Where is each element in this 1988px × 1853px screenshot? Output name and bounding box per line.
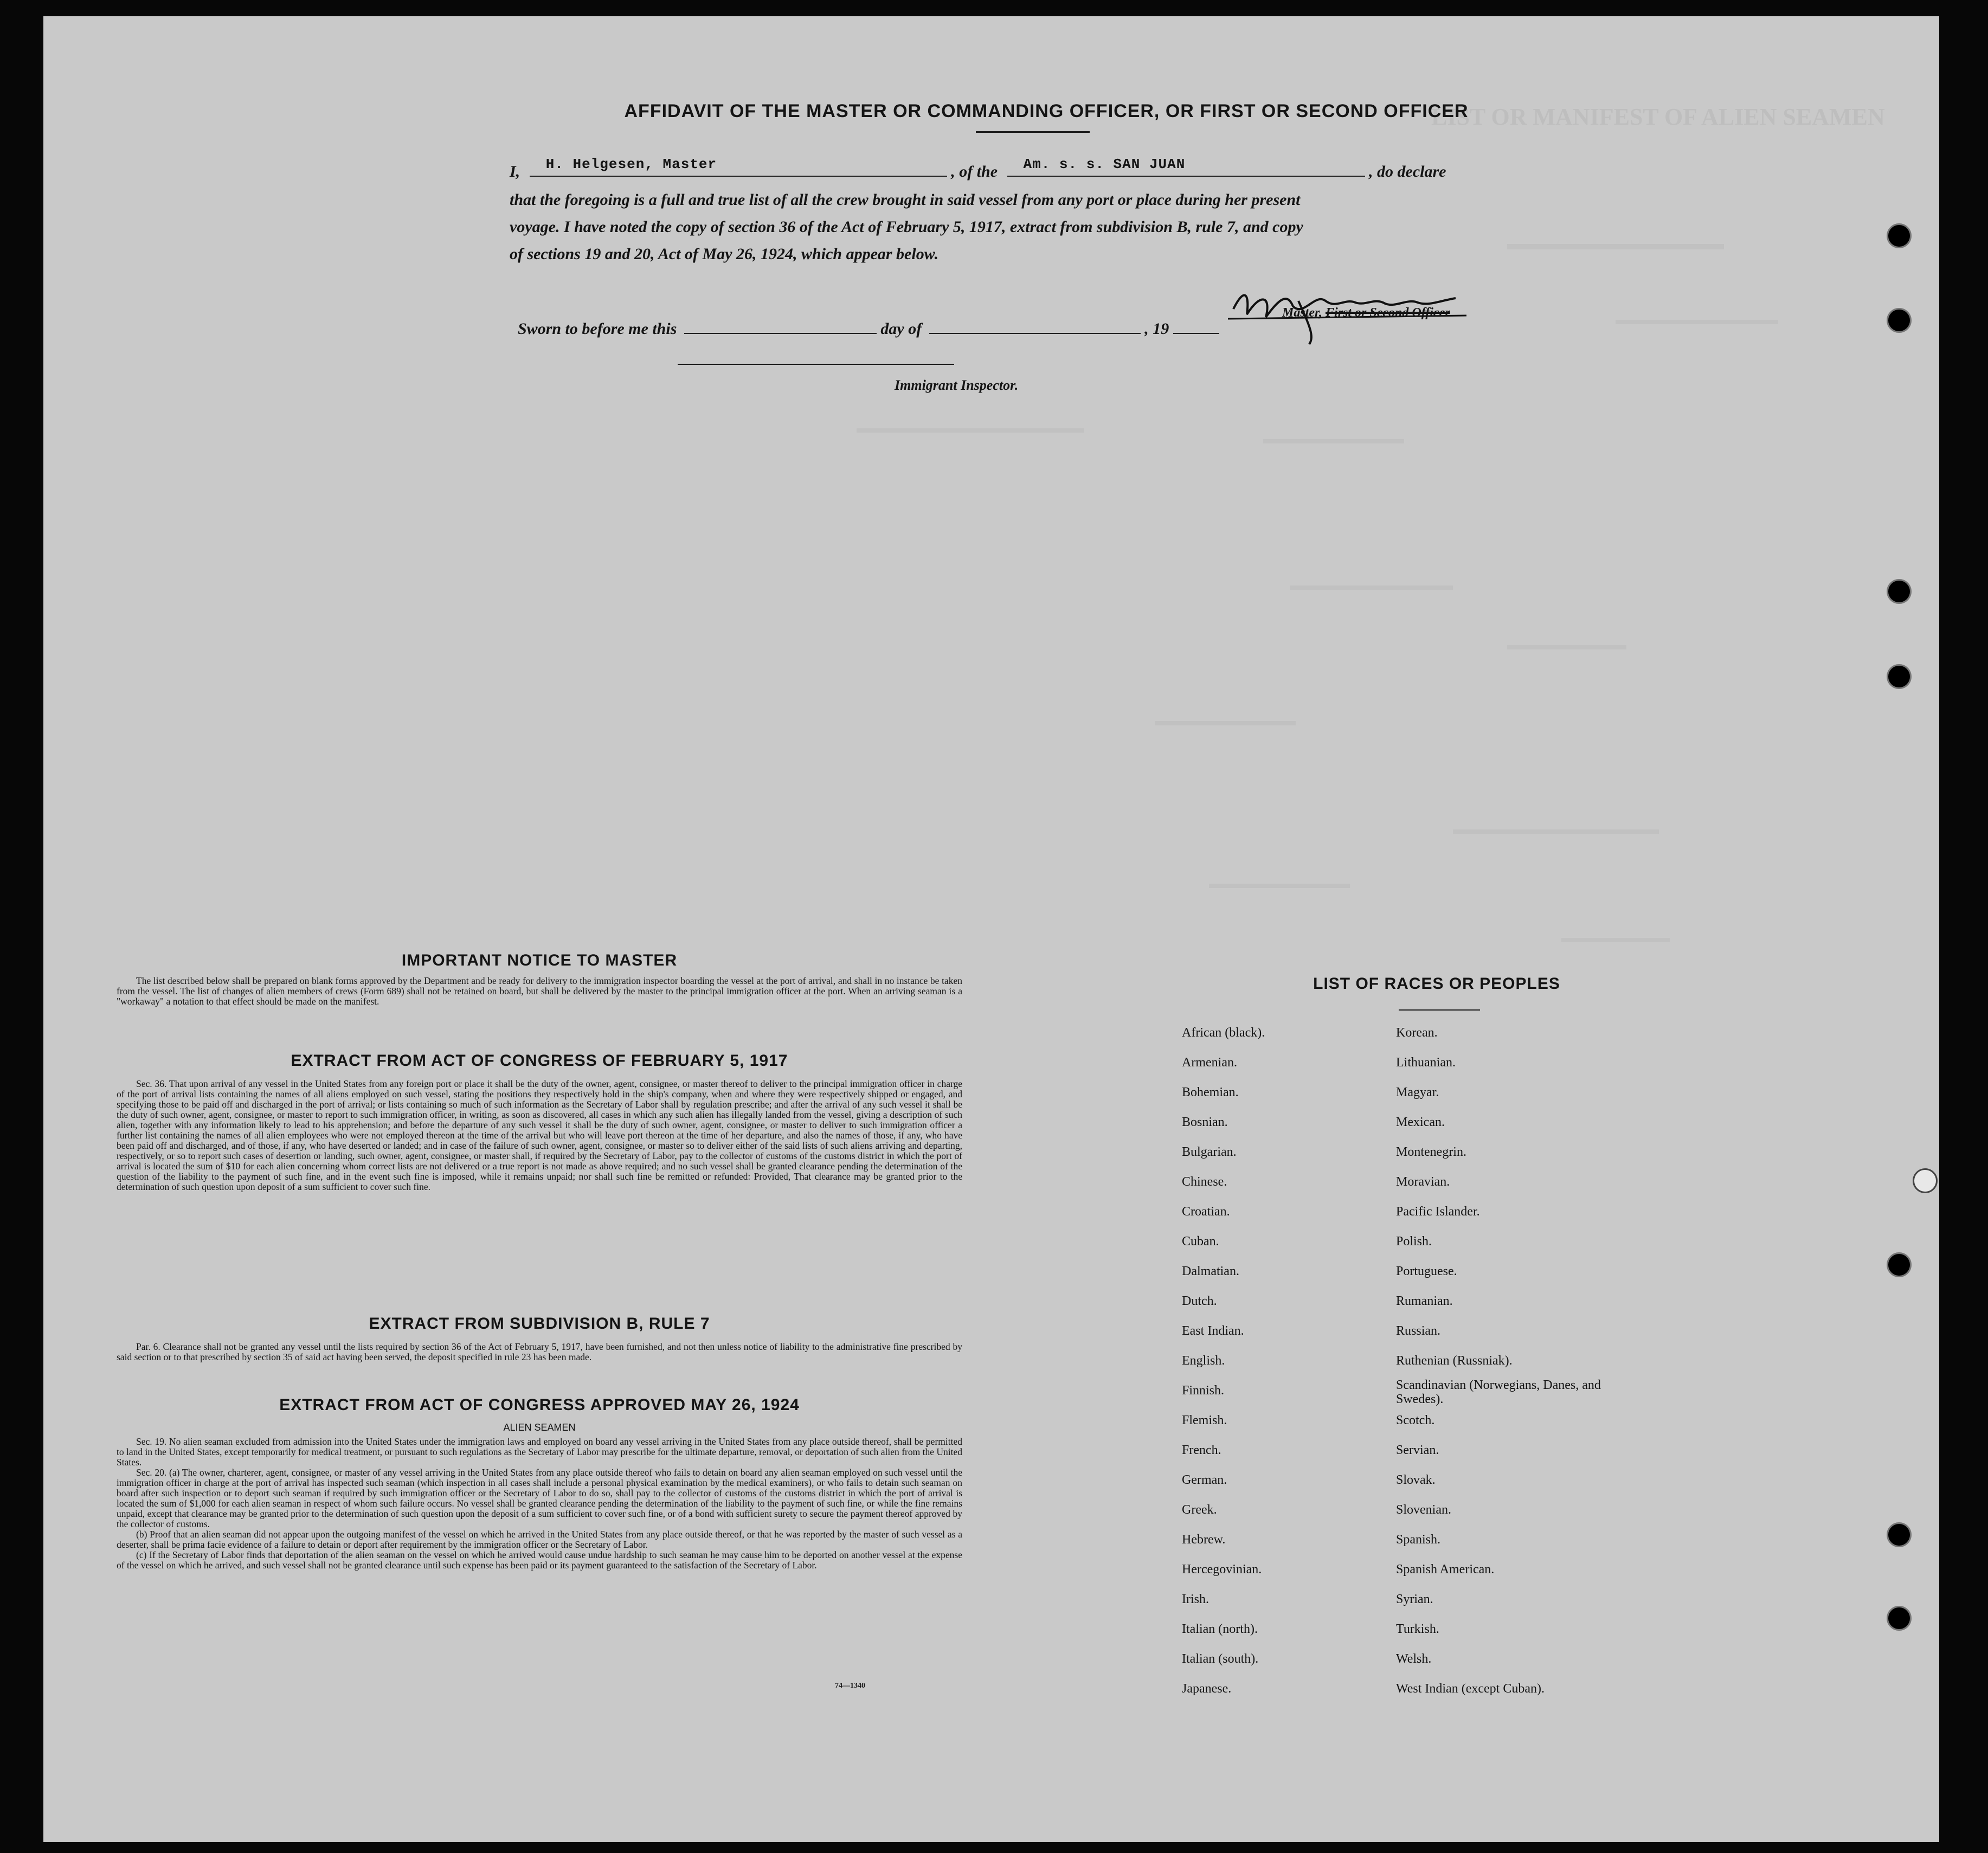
master-name-field bbox=[530, 156, 947, 177]
rule-7-title: EXTRACT FROM SUBDIVISION B, RULE 7 bbox=[369, 1315, 710, 1333]
sworn-line bbox=[518, 320, 1219, 338]
inspector-signature-line bbox=[678, 364, 954, 365]
notice-title: IMPORTANT NOTICE TO MASTER bbox=[401, 951, 678, 969]
race-item: West Indian (except Cuban). bbox=[1396, 1682, 1545, 1696]
race-item: Syrian. bbox=[1396, 1592, 1433, 1606]
race-item: Bulgarian. bbox=[1182, 1145, 1237, 1159]
section-20b-paragraph: (b) Proof that an alien seaman did not appear upon the outgoing manifest of the vessel on which he arrived in the United States from any place outside thereof, or that he was reported by the master of such vessel as a deserter, shall be prima facie evidence of a failure to detain or deport after requirement by the immigration officer or the Secretary of Labor. bbox=[117, 1529, 962, 1550]
race-item: African (black). bbox=[1182, 1026, 1265, 1040]
alien-seamen-subtitle: ALIEN SEAMEN bbox=[503, 1422, 576, 1433]
race-item: German. bbox=[1182, 1473, 1227, 1487]
race-item: Montenegrin. bbox=[1396, 1145, 1466, 1159]
race-item: Hercegovinian. bbox=[1182, 1562, 1262, 1577]
year-prefix: , 19 bbox=[1144, 320, 1169, 338]
declaration-line-2: that the foregoing is a full and true list of all the crew brought in said vessel from any port or place during her present bbox=[510, 191, 1301, 209]
document-page bbox=[43, 16, 1939, 1842]
struck-officer-text: First or Second Officer bbox=[1326, 306, 1450, 320]
master-name-value: H. Helgesen, Master bbox=[545, 156, 717, 172]
race-item: Scandinavian (Norwegians, Danes, and Swedes). bbox=[1396, 1378, 1601, 1406]
race-item: East Indian. bbox=[1182, 1324, 1244, 1338]
binder-hole bbox=[1887, 1522, 1912, 1547]
race-item: Welsh. bbox=[1396, 1652, 1432, 1666]
extract-1917-title: EXTRACT FROM ACT OF CONGRESS OF FEBRUARY 5, 1917 bbox=[291, 1052, 788, 1070]
binder-hole bbox=[1887, 1606, 1912, 1631]
master-title-line bbox=[1282, 306, 1450, 320]
svg-text:LIST OR MANIFEST OF ALIEN SEAM: LIST OR MANIFEST OF ALIEN SEAMEN bbox=[1431, 104, 1885, 130]
binder-hole bbox=[1887, 579, 1912, 604]
section-36-paragraph: Sec. 36. That upon arrival of any vessel in the United States from any foreign port or place it shall be the duty of the owner, agent, consignee, or master thereof to deliver to the principal immigration officer in charge of the port of arrival lists containing the names of all aliens employed on such vessel, stating the positions they respectively hold in the ship's company, when and where they were respectively shipped or engaged, and specifying those to be paid off and discharged in the port of arrival; or lists containing so much of such information as the Secretary of Labor shall by regulation prescribe; and after the arrival of any such vessel it shall be the duty of such owner, agent, consignee, or master to report to such immigration officer, in writing, as soon as discovered, all cases in which any such alien has illegally landed from the vessel, giving a description of such alien, together with any information likely to lead to his apprehension; and before the departure of any such vessel it shall be the duty of such owner, agent, consignee, or master to deliver to such immigration officer a further list containing the names of all alien employees who were not employed thereon at the time of the arrival but who will leave port thereon at the time of her departure, and also the names of those, if any, who have been paid off and discharged, and of those, if any, who have deserted or landed; and in case of the failure of such owner, agent, consignee, or master so to deliver either of the said lists of such aliens arriving and departing, respectively, or so to report such cases of desertion or landing, such owner, agent, consignee, or master shall, if required by the Secretary of Labor, pay to the collector of customs of the customs district in which the port of arrival is located the sum of $10 for each alien concerning whom correct lists are not delivered or a true report is not made as above required; and no such vessel shall be granted clearance pending the determination of the question of the liability to the payment of such fine, and in the event such fine is imposed, while it remains unpaid; nor shall such fine be remitted or refunded: Provided, That clearance may be granted prior to the determination of such question upon deposit of a sum sufficient to cover such fine. bbox=[117, 1078, 962, 1192]
binder-hole bbox=[1887, 223, 1912, 248]
race-item: Moravian. bbox=[1396, 1175, 1450, 1189]
declaration-line-3: voyage. I have noted the copy of section 36 of the Act of February 5, 1917, extract from subdivision B, rule 7, and copy bbox=[510, 218, 1303, 236]
race-item: Croatian. bbox=[1182, 1205, 1230, 1219]
inspector-label: Immigrant Inspector. bbox=[895, 377, 1019, 393]
form-number: 74—1340 bbox=[835, 1682, 865, 1690]
rule-7-paragraph: Par. 6. Clearance shall not be granted any vessel until the lists required by section 36 of the Act of February 5, 1917, have been furnished, and not then unless notice of liability to the administrative fine prescribed by said section or to that prescribed by section 35 of said act having been served, the deposit specified in rule 23 has been made. bbox=[117, 1341, 962, 1362]
race-item: Slovak. bbox=[1396, 1473, 1436, 1487]
race-item: Cuban. bbox=[1182, 1234, 1219, 1249]
race-item: Chinese. bbox=[1182, 1175, 1227, 1189]
i-prefix: I, bbox=[510, 163, 520, 181]
race-item: Ruthenian (Russniak). bbox=[1396, 1354, 1513, 1368]
race-item: English. bbox=[1182, 1354, 1225, 1368]
section-19-paragraph: Sec. 19. No alien seaman excluded from admission into the United States under the immigration laws and employed on board any vessel arriving in the United States from any place outside thereof, shall be permitted to land in the United States, except temporarily for medical treatment, or pursuant to such regulations as the Secretary of Labor may prescribe for the ultimate departure, removal, or deportation of such alien from the United States. bbox=[117, 1436, 962, 1468]
races-title-underline bbox=[1399, 1009, 1480, 1011]
extract-1924-text bbox=[117, 1437, 962, 1571]
of-the-label: , of the bbox=[951, 163, 998, 181]
binder-hole bbox=[1887, 1252, 1912, 1277]
race-item: Mexican. bbox=[1396, 1115, 1445, 1129]
race-item: Scotch. bbox=[1396, 1413, 1435, 1427]
race-item: Italian (south). bbox=[1182, 1652, 1259, 1666]
sworn-year-field bbox=[1173, 321, 1219, 334]
declaration-line-1 bbox=[510, 156, 1446, 181]
race-item: Bosnian. bbox=[1182, 1115, 1228, 1129]
race-item: Servian. bbox=[1396, 1443, 1439, 1457]
race-item: Rumanian. bbox=[1396, 1294, 1453, 1308]
sworn-month-field bbox=[929, 321, 1141, 334]
race-item: Turkish. bbox=[1396, 1622, 1439, 1636]
section-20a-paragraph: Sec. 20. (a) The owner, charterer, agent, consignee, or master of any vessel arriving in the United States from any place outside thereof who fails to detain on board any alien seaman employed on such vessel until the immigration officer in charge at the port of arrival has inspected such seaman (which inspection in all cases shall include a personal physical examination by the medical examiners), or who fails to detain such seaman on board after such inspection or to deport such seaman if required by such immigration officer or the Secretary of Labor to do so, shall pay to the collector of customs of the customs district in which the port of arrival is located the sum of $1,000 for each alien seaman in respect of whom such failure occurs. No vessel shall be granted clearance pending the determination of the liability to the payment of such fine, or while the fine remains unpaid, except that clearance may be granted prior to the determination of such question upon the deposit of a sum sufficient to cover such fine, or of a bond with sufficient surety to secure the payment thereof approved by the collector of customs. bbox=[117, 1467, 962, 1529]
vessel-name-value: Am. s. s. SAN JUAN bbox=[1023, 156, 1186, 172]
race-item: Flemish. bbox=[1182, 1413, 1227, 1427]
binder-hole bbox=[1913, 1168, 1938, 1193]
race-item: Magyar. bbox=[1396, 1085, 1439, 1099]
sworn-day-field bbox=[684, 321, 877, 334]
master-label: Master, bbox=[1282, 306, 1323, 320]
race-item: Polish. bbox=[1396, 1234, 1432, 1249]
binder-hole bbox=[1887, 664, 1912, 689]
race-item: Portuguese. bbox=[1396, 1264, 1457, 1278]
race-item: Japanese. bbox=[1182, 1682, 1232, 1696]
rule-7-text bbox=[117, 1342, 962, 1362]
race-item: Armenian. bbox=[1182, 1056, 1237, 1070]
race-item: Spanish American. bbox=[1396, 1562, 1495, 1577]
extract-1917-text bbox=[117, 1079, 962, 1192]
race-item: Russian. bbox=[1396, 1324, 1441, 1338]
race-item: Bohemian. bbox=[1182, 1085, 1239, 1099]
title-underline bbox=[976, 131, 1090, 133]
notice-text bbox=[117, 976, 962, 1007]
race-item: Spanish. bbox=[1396, 1533, 1441, 1547]
race-item: Dutch. bbox=[1182, 1294, 1217, 1308]
race-item: Italian (north). bbox=[1182, 1622, 1258, 1636]
race-item: Finnish. bbox=[1182, 1384, 1225, 1398]
vessel-name-field bbox=[1007, 156, 1365, 177]
section-20c-paragraph: (c) If the Secretary of Labor finds that deportation of the alien seaman on the vessel on which he arrived would cause undue hardship to such seaman he may cause him to be deported on another vessel at the expense of the vessel on which he arrived, and such vessel shall not be granted clearance until such expense has been paid or its payment guaranteed to the satisfaction of the Secretary of Labor. bbox=[117, 1549, 962, 1571]
binder-hole bbox=[1887, 308, 1912, 333]
races-title: LIST OF RACES OR PEOPLES bbox=[1313, 975, 1560, 993]
declaration-line-4: of sections 19 and 20, Act of May 26, 1924, which appear below. bbox=[510, 245, 939, 263]
race-item: Hebrew. bbox=[1182, 1533, 1226, 1547]
do-declare-label: , do declare bbox=[1369, 163, 1446, 181]
affidavit-title: AFFIDAVIT OF THE MASTER OR COMMANDING OFFICER, OR FIRST OR SECOND OFFICER bbox=[624, 101, 1469, 121]
extract-1924-title: EXTRACT FROM ACT OF CONGRESS APPROVED MAY 26, 1924 bbox=[279, 1396, 800, 1414]
race-item: Slovenian. bbox=[1396, 1503, 1451, 1517]
race-item: Lithuanian. bbox=[1396, 1056, 1456, 1070]
race-item: Irish. bbox=[1182, 1592, 1209, 1606]
day-of-label: day of bbox=[880, 320, 922, 338]
race-item: Korean. bbox=[1396, 1026, 1438, 1040]
sworn-prefix: Sworn to before me this bbox=[518, 320, 677, 338]
notice-paragraph: The list described below shall be prepared on blank forms approved by the Department and be ready for delivery to the immigration inspector boarding the vessel at the port of arrival, and shall in no instance be taken from the vessel. The list of changes of alien members of crews (Form 689) shall not be retained on board, but shall be delivered by the master to the principal immigration officer at the port. When an arriving seaman is a "workaway" a notation to that effect should be made on the manifest. bbox=[117, 975, 962, 1007]
race-item: Dalmatian. bbox=[1182, 1264, 1239, 1278]
race-item: Pacific Islander. bbox=[1396, 1205, 1480, 1219]
race-item: Greek. bbox=[1182, 1503, 1217, 1517]
race-item: French. bbox=[1182, 1443, 1221, 1457]
